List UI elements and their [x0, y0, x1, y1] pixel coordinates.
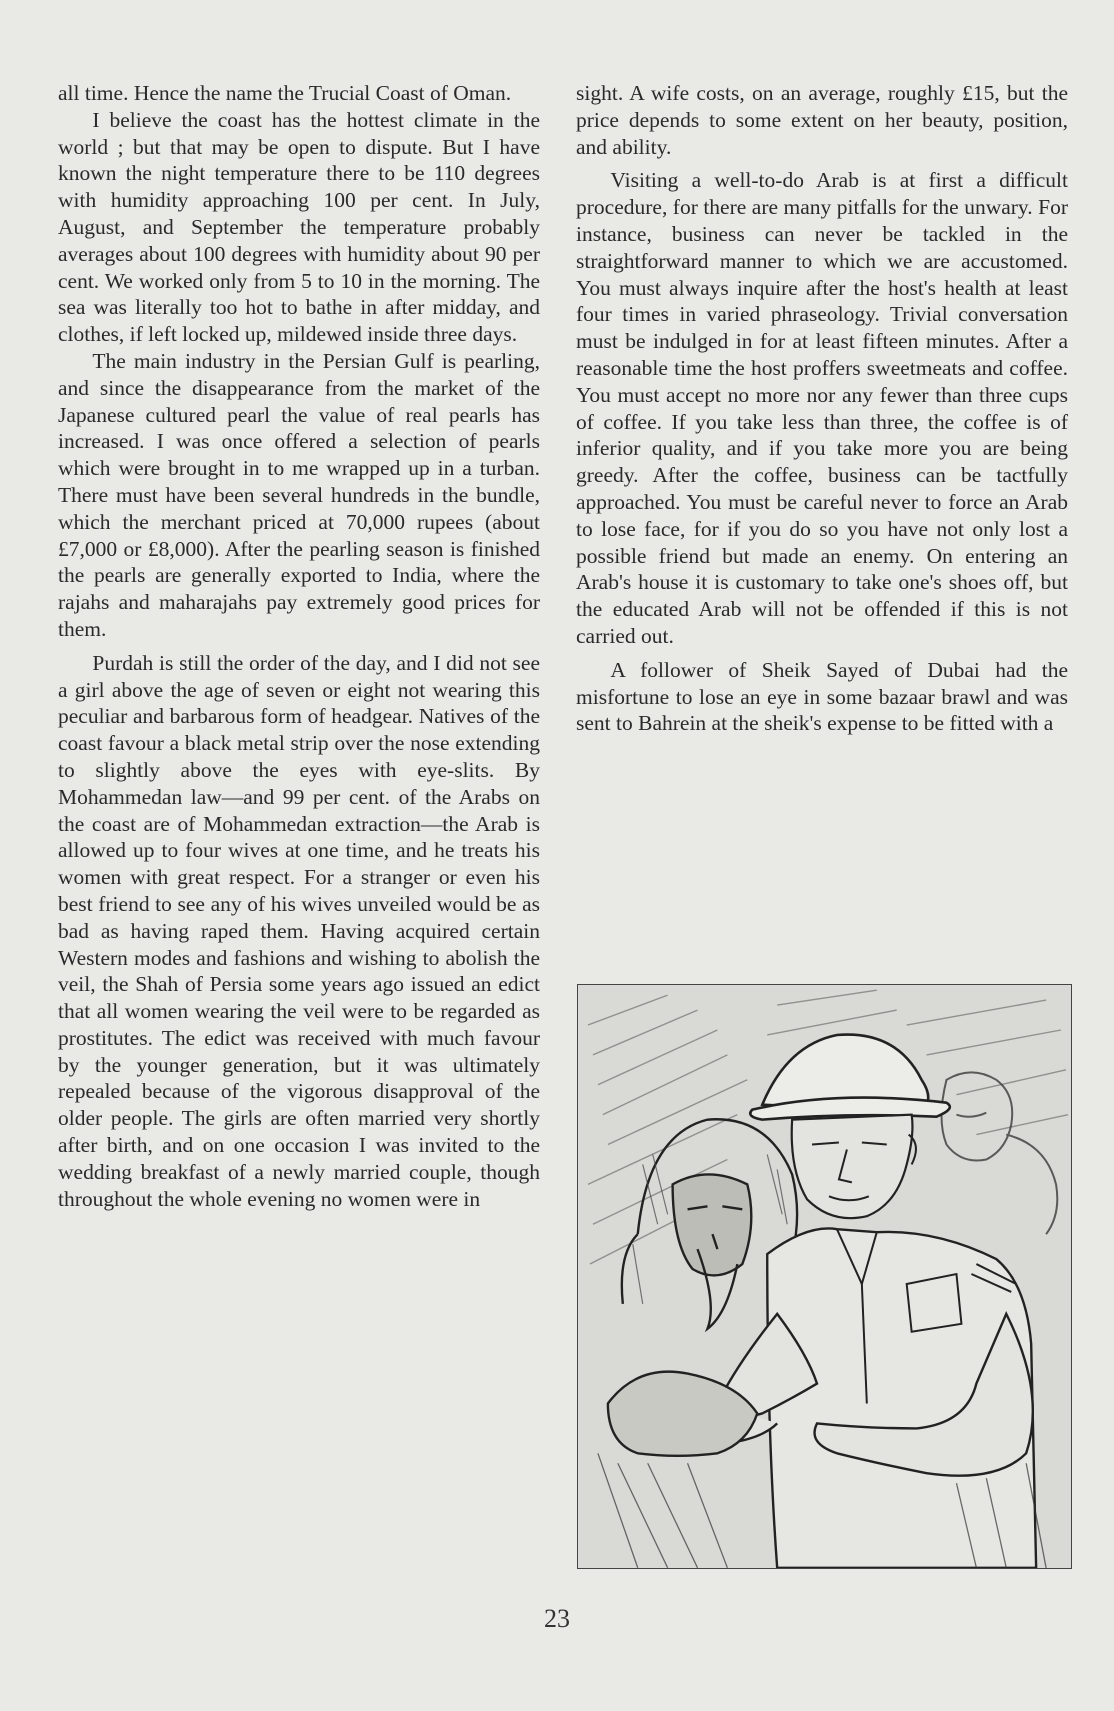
paragraph: Visiting a well-to-do Arab is at first a difficult procedure, for there are many pitfalls for the unwary. For instance, business can never be tackled in the straightforward manner to which we are accustomed. You must always inquire after the host's health at least four times in varied phraseology. Trivial conversation must be indulged in for at least fifteen minutes. After a reasonable time the host proffers sweetmeats and coffee. You must accept no more nor any fewer than three cups of coffee. If you take less than three, the coffee is of inferior quality, and if you take more you are being greedy. After the coffee, business can be tactfully approached. You must be careful never to force an Arab to lose face, for if you do so you have not only lost a possible friend but made an enemy. On entering an Arab's house it is customary to take one's shoes off, but the educated Arab will not be offended if this is not carried out. — [576, 168, 1068, 648]
paragraph: The main industry in the Persian Gulf is pearling, and since the disappearance from the market of the Japanese cultured pearl the value of real pearls has increased. I was once offered a selection of pearls which were brought in to me wrapped up in a turban. There must have been several hundreds in the bundle, which the merchant priced at 70,000 rupees (about £7,000 or £8,000). After the pearling season is finished the pearls are generally exported to India, where the rajahs and maharajahs pay extremely good prices for them. — [58, 348, 540, 641]
left-text-column — [58, 80, 540, 1212]
right-text-column — [576, 80, 1068, 737]
paragraph: sight. A wife costs, on an average, roughly £15, but the price depends to some extent on her beauty, position, and ability. — [576, 81, 1068, 159]
page-number: 23 — [544, 1604, 570, 1633]
paragraph: I believe the coast has the hottest climate in the world ; but that may be open to dispute. But I have known the night temperature there to be 110 degrees with humidity approaching 100 per cent. In July, August, and September the temperature probably averages about 100 degrees with humidity about 90 per cent. We worked only from 5 to 10 in the morning. The sea was literally too hot to bathe in after midday, and clothes, if left locked up, mildewed inside three days. — [58, 107, 540, 347]
paragraph: Purdah is still the order of the day, and I did not see a girl above the age of seven or eight not wearing this peculiar and barbarous form of headgear. Natives of the coast favour a black metal strip over the nose extending to slightly above the eyes with eye-slits. By Mohammedan law—and 99 per cent. of the Arabs on the coast are of Mohammedan extraction—the Arab is allowed up to four wives at one time, and he treats his women with great respect. For a stranger or even his best friend to see any of his wives unveiled would be as bad as having raped them. Having acquired certain Western modes and fashions and wishing to abolish the veil, the Shah of Persia some years ago issued an edict that all women wearing the veil were to be regarded as prostitutes. The edict was received with much favour by the younger generation, but it was ultimately repealed because of the vigorous disapproval of the older people. The girls are often married very shortly after birth, and on one occasion I was invited to the wedding breakfast of a newly married couple, though throughout the whole evening no women were in — [58, 650, 540, 1211]
paragraph: A follower of Sheik Sayed of Dubai had the misfortune to lose an eye in some bazaar brawl and was sent to Bahrein at the sheik's expense to be fitted with a — [576, 657, 1068, 736]
paragraph: all time. Hence the name the Trucial Coast of Oman. — [58, 81, 512, 105]
sketch-illustration — [577, 984, 1072, 1569]
illustration-drawing — [578, 985, 1071, 1568]
